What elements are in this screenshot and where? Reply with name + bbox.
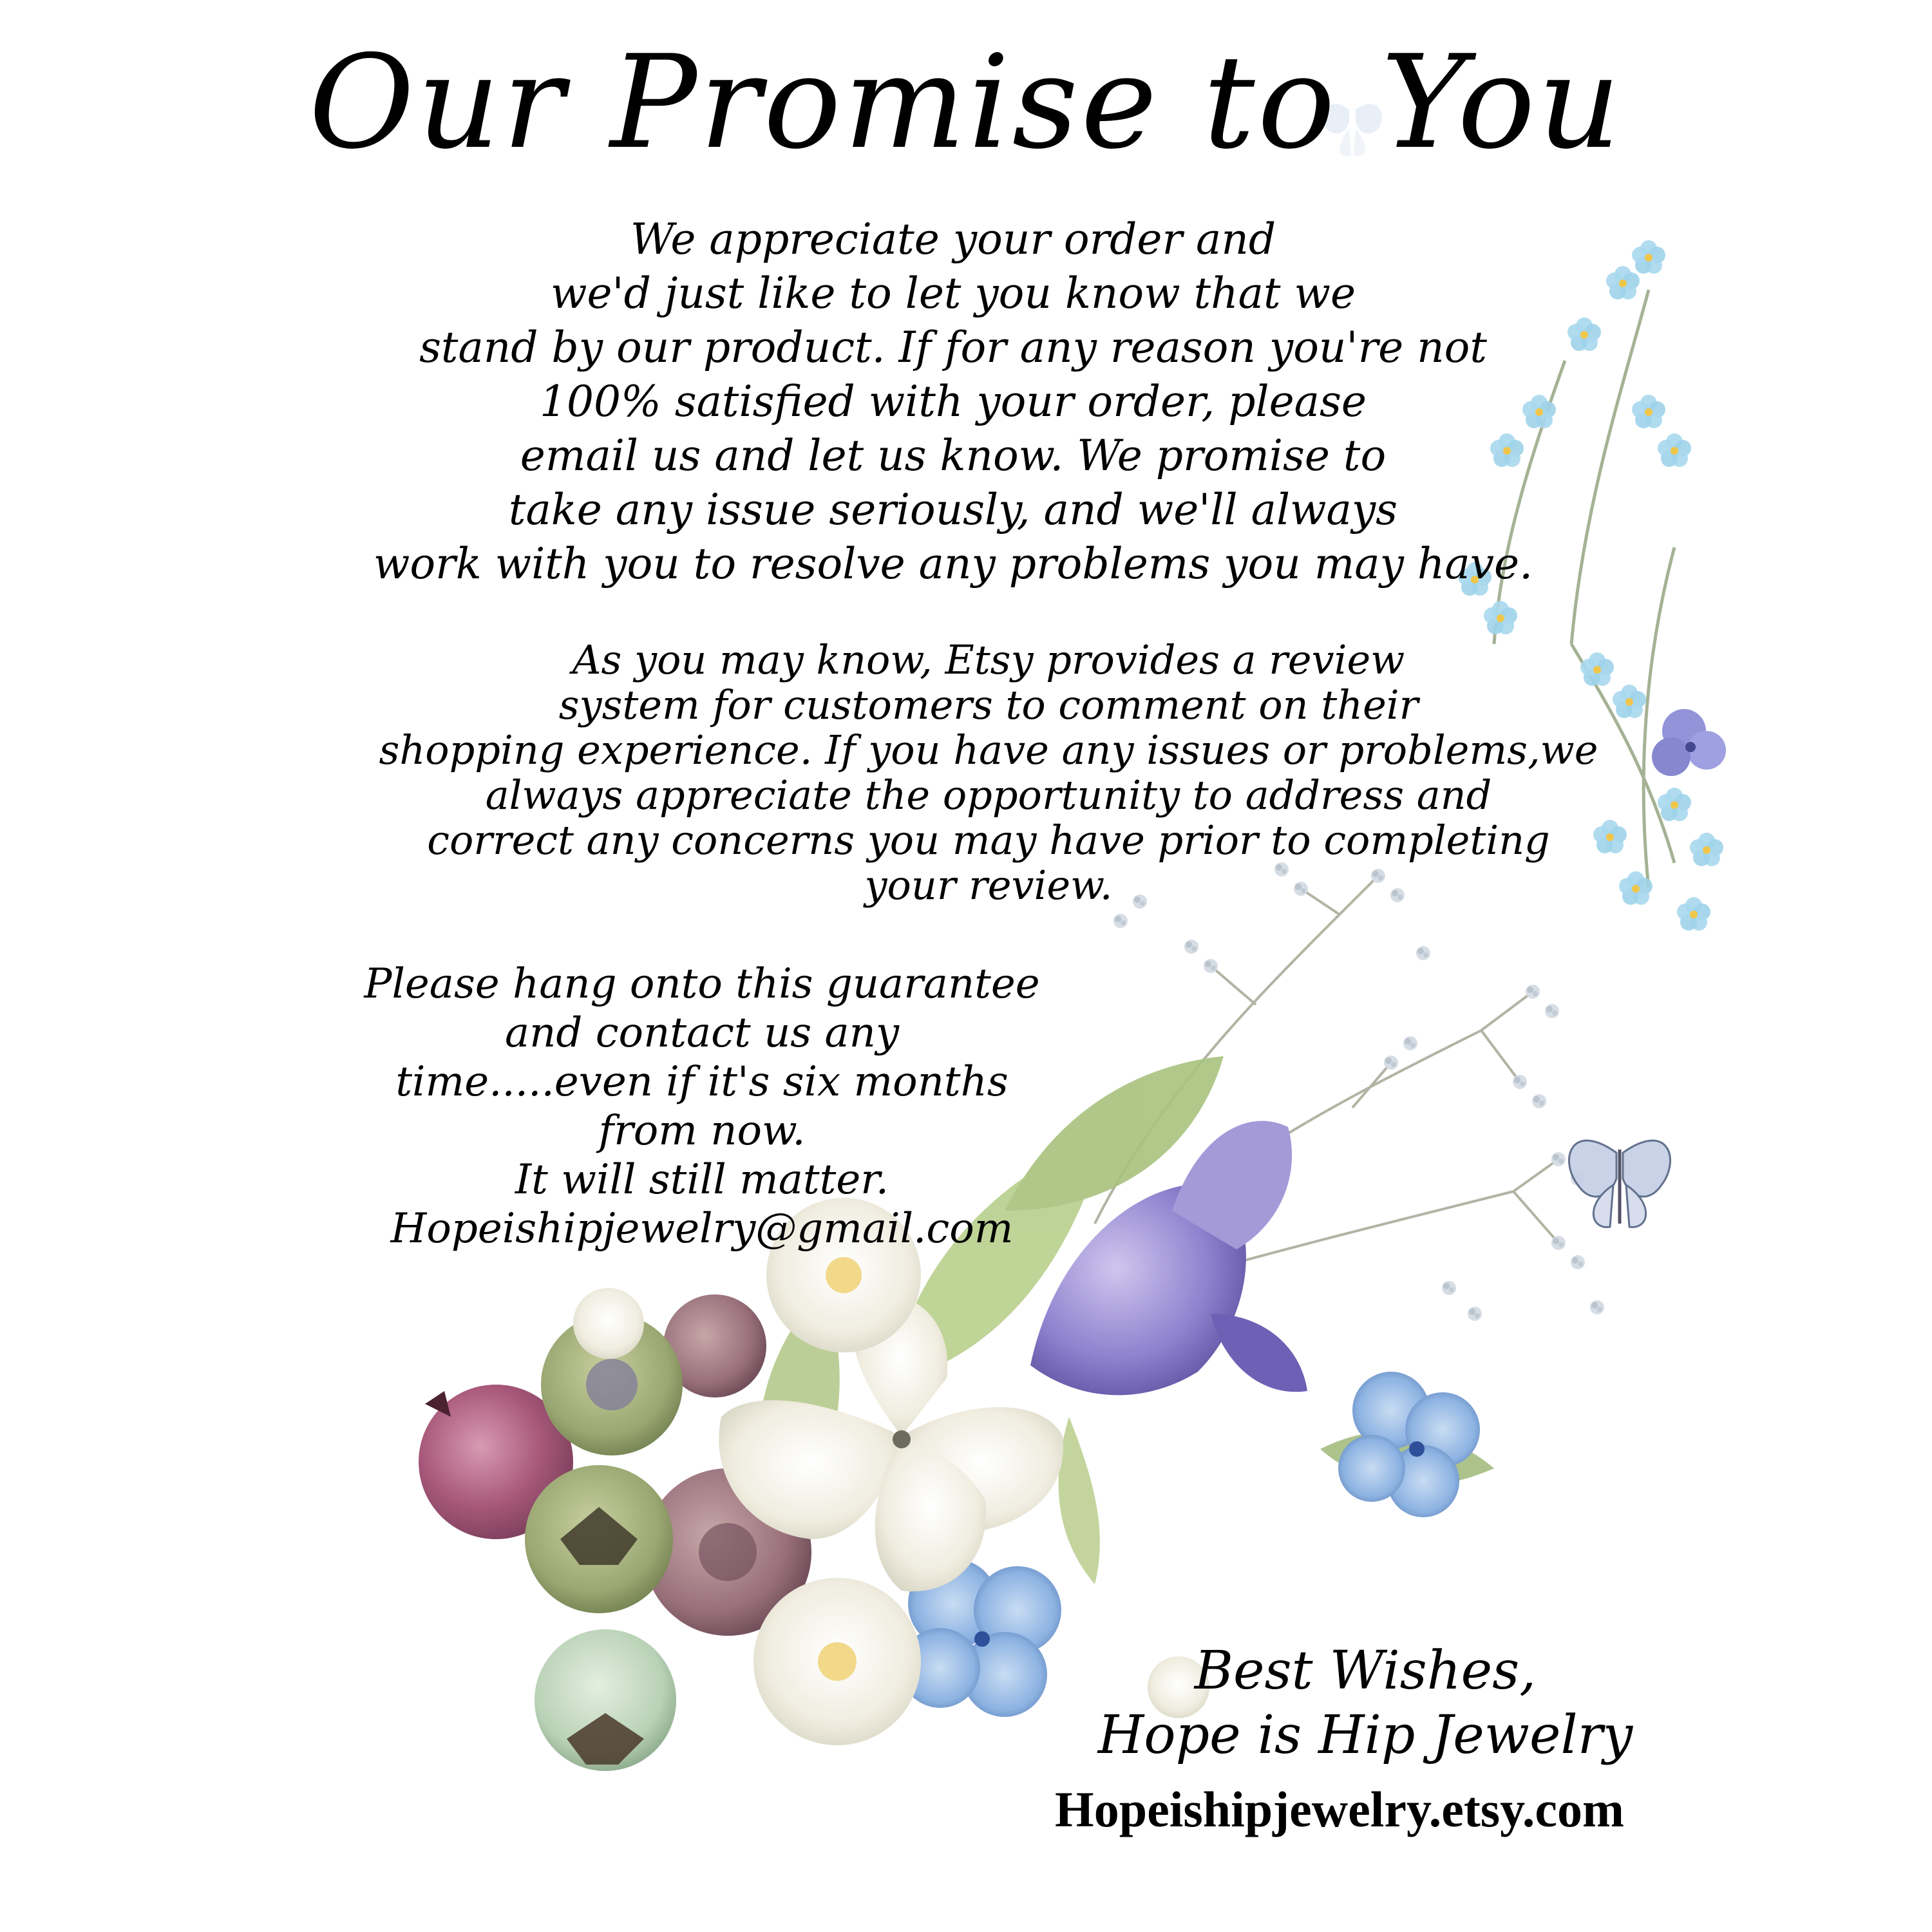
promise-paragraph	[213, 213, 1694, 591]
text-line: always appreciate the opportunity to address and	[485, 772, 1492, 819]
text-line: stand by our product. If for any reason you're not	[419, 323, 1487, 372]
butterfly-icon	[1569, 1141, 1671, 1227]
text-line: As you may know, Etsy provides a review	[572, 636, 1405, 683]
text-line: and contact us any	[505, 1009, 899, 1057]
text-line: It will still matter.	[515, 1156, 889, 1204]
page-title: Our Promise to You	[308, 28, 1624, 178]
guarantee-paragraph	[258, 960, 1146, 1253]
contact-email: Hopeishipjewelry@gmail.com	[390, 1205, 1014, 1253]
text-line: shopping experience. If you have any issues or problems,we	[379, 726, 1598, 773]
text-line: from now.	[598, 1107, 806, 1155]
text-line: 100% satisfied with your order, please	[540, 377, 1367, 426]
text-line: correct any concerns you may have prior to completing	[427, 817, 1550, 864]
text-line: work with you to resolve any problems you may have.	[373, 539, 1533, 589]
text-line: we'd just like to let you know that we	[550, 269, 1356, 318]
text-line: system for customers to comment on their	[558, 681, 1419, 728]
shop-name: Hope is Hip Jewelry	[1097, 1705, 1633, 1766]
shop-website: Hopeishipjewelry.etsy.com	[1055, 1781, 1624, 1837]
text-line: Please hang onto this guarantee	[364, 960, 1040, 1008]
text-line: take any issue seriously, and we'll always	[508, 485, 1398, 535]
signoff	[992, 1639, 1739, 1768]
text-line: time.....even if it's six months	[395, 1058, 1009, 1106]
review-paragraph	[258, 638, 1719, 908]
text-line: We appreciate your order and	[630, 214, 1276, 264]
text-line: your review.	[864, 862, 1113, 909]
text-line: email us and let us know. We promise to	[520, 431, 1387, 480]
signoff-greeting: Best Wishes,	[1194, 1640, 1537, 1701]
